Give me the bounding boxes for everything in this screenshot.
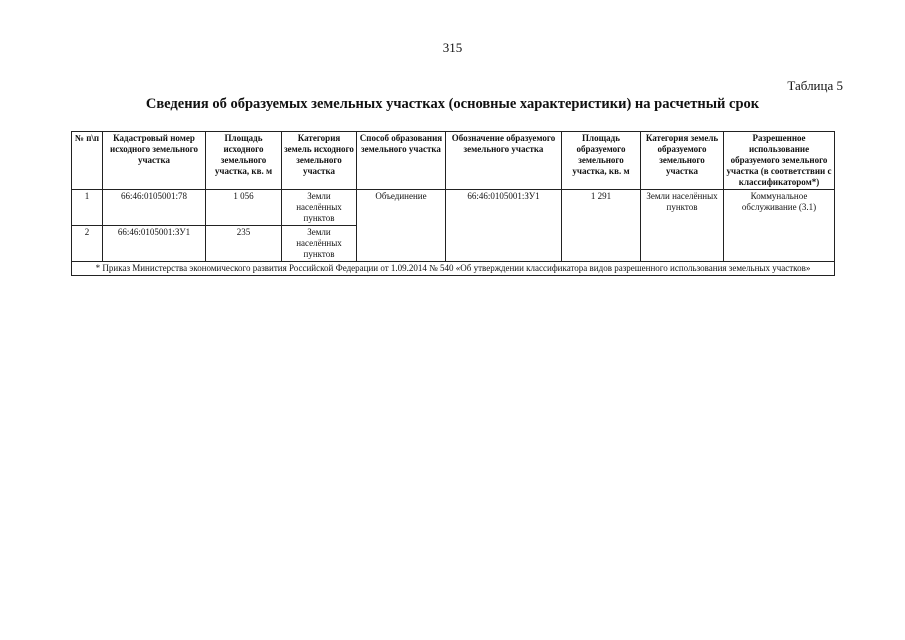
footnote: * Приказ Министерства экономического развития Российской Федерации от 1.09.2014 № 540 «Об утверждении классификатора видов разрешенного использования земельных участков» bbox=[72, 262, 835, 276]
source-cadastral-number: 66:46:0105001:ЗУ1 bbox=[103, 226, 206, 262]
new-plot-area: 1 291 bbox=[562, 190, 641, 262]
row-num: 2 bbox=[72, 226, 103, 262]
source-category: Земли населённых пунктов bbox=[282, 226, 357, 262]
header-cell-permitted-use: Разрешенное использование образуемого земельного участка (в соответствии с классификатором*) bbox=[724, 132, 835, 190]
page-number: 315 bbox=[442, 40, 463, 55]
land-plots-table bbox=[71, 131, 835, 276]
header-cell-formation-method: Способ образования земельного участка bbox=[357, 132, 446, 190]
header-cell-num: № п\п bbox=[72, 132, 103, 190]
header-cell-new-designation: Обозначение образуемого земельного участка bbox=[446, 132, 562, 190]
header-cell-source-area: Площадь исходного земельного участка, кв. м bbox=[206, 132, 282, 190]
source-category: Земли населённых пунктов bbox=[282, 190, 357, 226]
header-cell-source-cadastral: Кадастровый номер исходного земельного участка bbox=[103, 132, 206, 190]
header-cell-new-area: Площадь образуемого земельного участка, кв. м bbox=[562, 132, 641, 190]
new-plot-category: Земли населённых пунктов bbox=[641, 190, 724, 262]
table-row bbox=[72, 190, 835, 226]
source-area: 1 056 bbox=[206, 190, 282, 226]
row-num: 1 bbox=[72, 190, 103, 226]
footnote-row bbox=[72, 262, 835, 276]
document-title: Сведения об образуемых земельных участках (основные характеристики) на расчетный срок bbox=[145, 96, 760, 112]
new-plot-designation: 66:46:0105001:ЗУ1 bbox=[446, 190, 562, 262]
source-area: 235 bbox=[206, 226, 282, 262]
permitted-use: Коммунальное обслуживание (3.1) bbox=[724, 190, 835, 262]
table-label: Таблица 5 bbox=[787, 78, 843, 93]
header-row bbox=[72, 132, 835, 190]
source-cadastral-number: 66:46:0105001:78 bbox=[103, 190, 206, 226]
header-cell-source-category: Категория земель исходного земельного участка bbox=[282, 132, 357, 190]
formation-method: Объединение bbox=[357, 190, 446, 262]
header-cell-new-category: Категория земель образуемого земельного участка bbox=[641, 132, 724, 190]
